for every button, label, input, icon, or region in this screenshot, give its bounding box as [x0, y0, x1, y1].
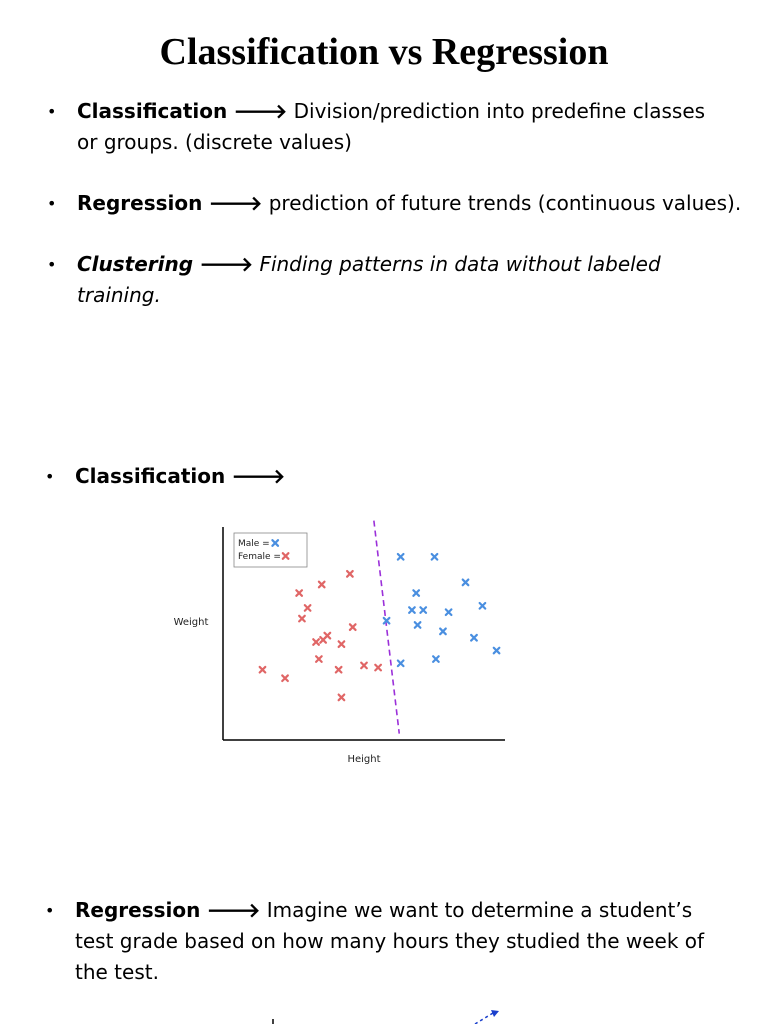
bullet-dot-icon: •: [47, 102, 57, 121]
male-point: [415, 622, 421, 628]
classification-scatter-chart: [160, 515, 520, 775]
bullet-text: Finding patterns in data without labeled training.: [77, 252, 661, 307]
bullet-dot-icon: •: [47, 194, 57, 213]
bullet-term: Classification: [77, 99, 228, 123]
bullet-term: Regression: [77, 191, 203, 215]
bullet-dot-icon: •: [45, 467, 55, 486]
male-point: [432, 554, 438, 560]
male-point: [413, 590, 419, 596]
female-point: [325, 633, 331, 639]
male-point: [398, 554, 404, 560]
page-title: Classification vs Regression: [159, 31, 609, 73]
bullet-text: Division/prediction into predefine classes or groups. (discrete values): [77, 99, 706, 154]
female-point: [375, 665, 381, 671]
right-arrow-icon: 🡒: [233, 99, 288, 123]
bullet-text: prediction of future trends (continuous values).: [268, 191, 742, 215]
bullet-dot-icon: •: [47, 255, 57, 274]
female-point: [260, 667, 266, 673]
female-point: [299, 616, 305, 622]
male-point: [463, 580, 469, 586]
male-point: [409, 607, 415, 613]
section-classification-heading: [45, 461, 725, 492]
female-point: [313, 639, 319, 645]
bullet-term: Clustering: [77, 252, 194, 276]
bullet-regression: [47, 188, 747, 219]
female-point: [316, 656, 322, 662]
female-point: [282, 675, 288, 681]
bullet-clustering: [47, 249, 727, 311]
male-point: [494, 648, 500, 654]
female-point: [347, 571, 353, 577]
female-point: [296, 590, 302, 596]
male-point: [440, 629, 446, 635]
female-point: [339, 695, 345, 701]
bullet-term: Classification: [75, 464, 226, 488]
section-regression: [45, 895, 735, 988]
legend-label: Female =: [238, 552, 281, 562]
male-point: [446, 609, 452, 615]
regression-chart-partial: [250, 1005, 510, 1024]
male-point: [420, 607, 426, 613]
male-point: [433, 656, 439, 662]
female-point: [336, 667, 342, 673]
x-axis-label: Height: [347, 754, 381, 765]
male-point: [471, 635, 477, 641]
bullet-classification: [47, 96, 727, 158]
male-point: [480, 603, 486, 609]
bullet-dot-icon: •: [45, 901, 55, 920]
female-point: [361, 663, 367, 669]
trend-line-partial: [475, 1013, 493, 1024]
bullet-text: Imagine we want to determine a student’s test grade based on how many hours they studied the week of the test.: [75, 898, 705, 984]
right-arrow-icon: 🡒: [231, 464, 286, 488]
y-axis-label: Weight: [173, 617, 209, 628]
female-point: [319, 582, 325, 588]
male-point: [398, 661, 404, 667]
female-point: [350, 624, 356, 630]
bullet-term: Regression: [75, 898, 201, 922]
decision-boundary-line: [374, 521, 399, 734]
right-arrow-icon: 🡒: [206, 898, 261, 922]
right-arrow-icon: 🡒: [199, 252, 254, 276]
female-point: [339, 641, 345, 647]
female-point: [305, 605, 311, 611]
right-arrow-icon: 🡒: [208, 191, 263, 215]
legend-label: Male =: [238, 539, 270, 549]
